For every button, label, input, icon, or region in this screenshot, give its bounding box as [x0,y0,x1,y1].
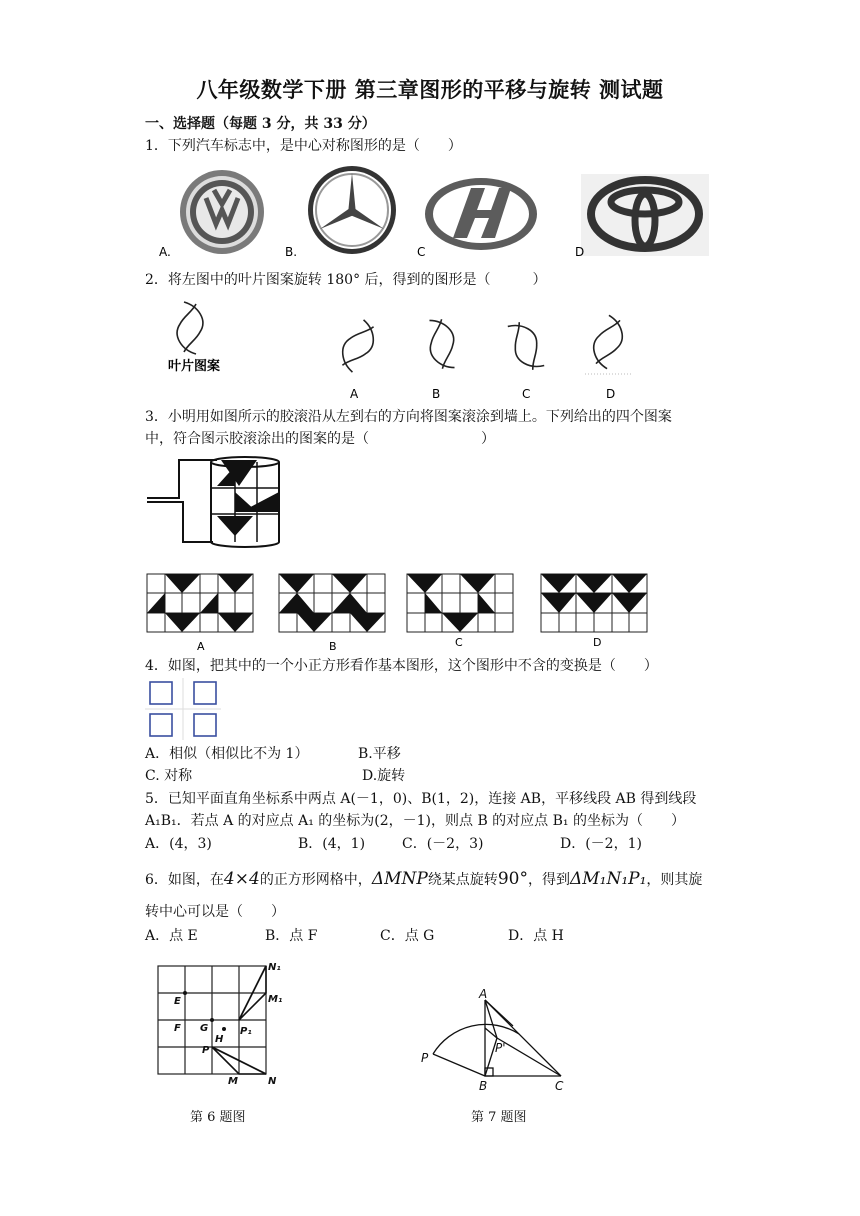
leaf-caption: 叶片图案 [168,359,221,374]
volkswagen-logo [180,170,264,254]
q5-option-c: C．(－2，3) [402,836,484,852]
fig7-label-p-prime: P' [495,1041,506,1055]
mercedes-logo [308,166,396,254]
fig6-label-h: H [215,1034,224,1045]
leaf-original [177,302,203,354]
q2-leaf-figures [160,296,660,404]
leaf-option-d [589,314,627,371]
q2-label-b: B [432,387,441,401]
fig6-label-m1: M₁ [268,994,283,1005]
q1-label-d: D [575,245,585,259]
q1-label-c: C [417,245,426,259]
q4-stem: 4．如图，把其中的一个小正方形看作基本图形，这个图形中不含的变换是（ ） [145,658,658,674]
q5-option-a: A．(4，3) [145,836,212,852]
q6-stem-a: 6．如图，在 [145,872,224,888]
fig7-label-a: A [479,987,488,1001]
fig6-label-p1: P₁ [240,1026,252,1037]
fig6-label-n1: N₁ [268,962,281,973]
q4-option-d: D.旋转 [362,768,406,784]
q3-label-b: B [329,640,337,652]
hyundai-logo [425,178,537,250]
fig6-label-f: F [174,1023,181,1034]
q6-stem-line1 [145,869,702,890]
q6-stem-line2: 转中心可以是（ ） [145,904,285,920]
q2-stem: 2．将左图中的叶片图案旋转 180° 后，得到的图形是（ ） [145,272,547,288]
q6-stem-e: ，则其旋 [646,872,703,888]
q3-label-a: A [197,640,205,652]
q3-patterns [145,570,655,652]
q6-expr-mnp: ΔMNP [371,869,428,889]
fig6-label-m: M [228,1076,238,1087]
toyota-logo [581,174,709,256]
q3-label-c: C [455,636,463,649]
q4-option-c: C. 对称 [145,768,193,784]
q2-label-a: A [350,387,359,401]
page-title: 八年级数学下册 第三章图形的平移与旋转 测试题 [196,77,664,102]
q5-stem-line1: 5．已知平面直角坐标系中两点 A(－1，0)、B(1，2)，连接 AB，平移线段 AB 得到线段 [145,791,697,807]
fig7-label-p: P [421,1051,429,1065]
fig6-label-g: G [200,1023,209,1034]
figure-6 [150,958,290,1088]
figure-7-caption: 第 7 题图 [471,1110,527,1125]
leaf-option-b [423,316,461,373]
q5-stem-line2: A₁B₁．若点 A 的对应点 A₁ 的坐标为(2，－1)，则点 B 的对应点 B₁ 的坐标为（ ） [145,813,685,829]
q6-stem-c: 绕某点旋转 [427,872,498,888]
q6-expr-grid: 4×4 [223,869,260,889]
q6-stem-d: ，得到 [527,872,570,888]
figure-7 [415,986,580,1096]
leaf-option-a [335,317,380,375]
pattern-a [147,574,253,632]
q1-label-b: B. [285,245,298,259]
q3-stem-line1: 3．小明用如图所示的胶滚沿从左到右的方向将图案滚涂到墙上。下列给出的四个图案 [145,409,672,425]
q4-option-a: A．相似（相似比不为 1） [145,746,309,762]
q3-roller-figure [145,456,295,556]
leaf-option-c [502,317,550,375]
q6-stem-b: 的正方形网格中， [259,872,372,888]
q3-stem-line2: 中，符合图示胶滚涂出的图案的是（ ） [145,431,495,447]
pattern-c [407,574,513,632]
figure-6-caption: 第 6 题图 [190,1110,246,1125]
q1-stem: 1．下列汽车标志中，是中心对称图形的是（ ） [145,138,462,154]
q6-option-d: D．点 H [508,928,564,944]
q5-option-d: D．(－2，1) [560,836,642,852]
q1-label-a: A. [159,245,171,259]
fig6-label-n: N [268,1076,277,1087]
q6-expr-angle: 90° [497,869,528,889]
q6-option-c: C．点 G [380,928,435,944]
pattern-b [279,574,385,632]
fig6-label-e: E [174,996,181,1007]
q1-logos [145,162,715,264]
q3-label-d: D [593,636,602,649]
fig6-label-p: P [202,1045,210,1056]
fig7-label-c: C [555,1079,564,1093]
q2-label-d: D [606,387,616,401]
q5-option-b: B．(4，1) [298,836,366,852]
section-heading: 一、选择题（每题 3 分，共 33 分） [145,116,376,132]
q6-option-b: B．点 F [265,928,318,944]
q4-option-b: B.平移 [358,746,401,762]
q6-option-a: A．点 E [145,928,198,944]
fig7-label-b: B [479,1079,488,1093]
q4-squares-figure [145,678,221,740]
q2-label-c: C [522,387,531,401]
q6-expr-m1n1p1: ΔM₁N₁P₁ [569,869,647,889]
pattern-d [541,574,647,632]
